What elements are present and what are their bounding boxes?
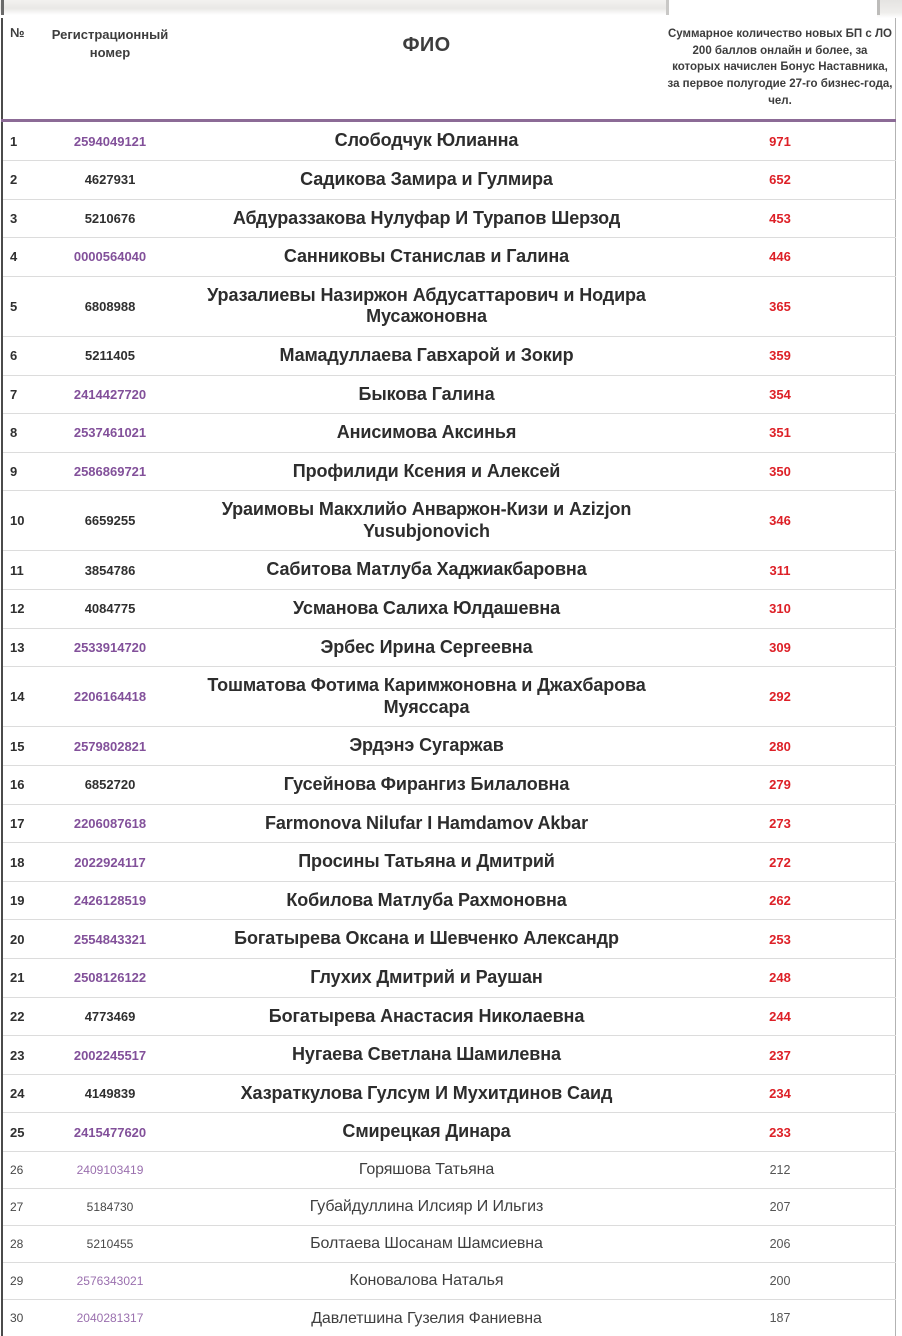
header-points-count: Суммарное количество новых БП с ЛО 200 баллов онлайн и более, за которых начислен Бонус Наставника, за первое полугодие 27-го бизнес-года, чел.	[665, 18, 896, 121]
row-number: 10	[10, 513, 25, 529]
registration-number-cell	[32, 628, 188, 667]
registration-number-link[interactable]: 0000564040	[73, 249, 147, 265]
points-count: 234	[769, 1086, 791, 1102]
registration-number-cell	[32, 1262, 188, 1299]
registration-number-cell	[32, 238, 188, 277]
registration-number-cell	[32, 121, 188, 161]
points-count: 359	[769, 348, 791, 364]
points-count: 206	[769, 1236, 791, 1251]
table-row	[2, 1074, 896, 1113]
table-row	[2, 414, 896, 453]
registration-number-link[interactable]: 2426128519	[73, 893, 147, 909]
table-row	[2, 766, 896, 805]
points-count: 310	[769, 601, 791, 617]
points-count: 446	[769, 249, 791, 265]
registration-number-cell	[32, 843, 188, 882]
table-row	[2, 843, 896, 882]
member-name: Смирецкая Динара	[342, 1121, 511, 1142]
row-number: 7	[10, 386, 18, 402]
points-count: 453	[769, 210, 791, 226]
registration-number: 4149839	[84, 1086, 136, 1102]
registration-number-cell	[32, 452, 188, 491]
member-name: Садикова Замира и Гулмира	[300, 168, 553, 189]
shadow-segment-right	[877, 0, 902, 18]
points-count: 262	[769, 893, 791, 909]
table-row	[2, 628, 896, 667]
row-number: 18	[10, 854, 25, 870]
points-count: 365	[769, 298, 791, 314]
row-number: 22	[10, 1008, 25, 1024]
points-count: 248	[769, 970, 791, 986]
points-count: 652	[769, 172, 791, 188]
row-number: 29	[10, 1273, 24, 1288]
row-number: 14	[10, 689, 25, 705]
registration-number-cell	[32, 1036, 188, 1075]
member-name: Горяшова Татьяна	[358, 1161, 495, 1179]
table-row	[2, 1036, 896, 1075]
points-count: 187	[769, 1311, 791, 1326]
row-number: 9	[10, 464, 18, 479]
member-name: Усманова Салиха Юлдашевна	[292, 598, 561, 619]
header-row	[2, 18, 896, 121]
member-name: Уразалиевы Назиржон Абдусаттарович и Нодира Мусажоновна	[207, 284, 646, 327]
table-row	[2, 727, 896, 766]
points-count: 212	[769, 1162, 791, 1177]
registration-number-cell	[32, 920, 188, 959]
points-count: 200	[769, 1273, 791, 1288]
member-name: Богатырева Анастасия Николаевна	[268, 1005, 585, 1026]
registration-number: 6852720	[84, 777, 136, 793]
table-row	[2, 1113, 896, 1152]
row-number: 19	[10, 893, 25, 909]
member-name: Хазраткулова Гулсум И Мухитдинов Саид	[240, 1082, 613, 1103]
registration-number: 5210455	[86, 1236, 134, 1251]
registration-number: 6659255	[84, 513, 136, 529]
member-name: Глухих Дмитрий и Раушан	[310, 967, 543, 988]
member-name: Тошматова Фотима Каримжоновна и Джахбарова Муяссара	[207, 675, 646, 717]
registration-number-cell	[32, 1225, 188, 1262]
row-number: 2	[10, 172, 18, 188]
registration-number-link[interactable]: 2533914720	[73, 639, 147, 655]
row-number: 12	[10, 601, 25, 617]
registration-number-link[interactable]: 2022924117	[74, 854, 146, 870]
registration-number-link[interactable]: 2414427720	[73, 386, 147, 402]
row-number: 27	[10, 1199, 24, 1214]
registration-number-link[interactable]: 2576343021	[76, 1273, 144, 1288]
points-count: 346	[769, 513, 791, 529]
registration-number-link[interactable]: 2206164418	[73, 689, 147, 705]
member-name: Быкова Галина	[358, 383, 495, 404]
member-name: Нугаева Светлана Шамилевна	[292, 1044, 561, 1065]
member-name: Болтаева Шосанам Шамсиевна	[310, 1235, 543, 1253]
member-name: Губайдуллина Илсияр И Ильгиз	[309, 1198, 544, 1216]
registration-number-cell	[32, 959, 188, 998]
points-count: 273	[769, 815, 791, 831]
table-row	[2, 452, 896, 491]
member-name: Санниковы Станислав и Галина	[283, 246, 570, 267]
member-name: Коновалова Наталья	[349, 1272, 504, 1290]
mentor-bonus-ranking-table	[1, 18, 896, 1336]
table-row	[2, 1188, 896, 1225]
points-count: 207	[769, 1199, 791, 1214]
row-number: 23	[10, 1047, 25, 1063]
table-row	[2, 1151, 896, 1188]
table-row	[2, 1299, 896, 1336]
top-shadow-strip	[0, 0, 902, 18]
points-count: 253	[769, 931, 791, 947]
points-count: 272	[769, 854, 791, 870]
registration-number-link[interactable]: 2002245517	[73, 1047, 147, 1063]
member-name: Эрбес Ирина Сергеевна	[320, 636, 533, 657]
table-row	[2, 238, 896, 277]
row-number: 4	[10, 249, 18, 265]
points-count: 351	[769, 425, 791, 441]
registration-number-cell	[32, 766, 188, 805]
table-row	[2, 491, 896, 551]
registration-number: 4773469	[84, 1008, 136, 1024]
header-full-name: ФИО	[188, 18, 665, 121]
table-row	[2, 667, 896, 727]
table-row	[2, 276, 896, 336]
row-number: 13	[10, 639, 25, 655]
row-number: 8	[10, 425, 18, 441]
registration-number-cell	[32, 881, 188, 920]
row-number: 6	[10, 348, 18, 364]
points-count: 237	[769, 1047, 791, 1063]
row-number: 17	[10, 815, 25, 831]
registration-number-link[interactable]: 2537461021	[73, 425, 147, 441]
table-row	[2, 1225, 896, 1262]
member-name: Давлетшина Гузелия Фаниевна	[311, 1309, 542, 1327]
registration-number-cell	[32, 414, 188, 453]
table-row	[2, 959, 896, 998]
registration-number-cell	[32, 1188, 188, 1225]
table-row	[2, 121, 896, 161]
row-number: 3	[10, 210, 18, 226]
table-row	[2, 199, 896, 238]
registration-number: 5210676	[84, 210, 136, 226]
table-row	[2, 375, 896, 414]
registration-number-link[interactable]: 2508126122	[73, 970, 147, 986]
header-row-number: №	[2, 18, 32, 121]
member-name: Слободчук Юлианна	[334, 130, 519, 151]
points-count: 350	[769, 464, 791, 479]
row-number: 30	[10, 1311, 24, 1326]
registration-number-cell	[32, 1113, 188, 1152]
registration-number-cell	[32, 375, 188, 414]
table-row	[2, 160, 896, 199]
member-name: Гусейнова Фирангиз Билаловна	[283, 774, 570, 795]
border-tick-right	[877, 0, 880, 15]
registration-number-cell	[32, 590, 188, 629]
table-row	[2, 590, 896, 629]
registration-number-cell	[32, 1151, 188, 1188]
registration-number: 5184730	[86, 1199, 134, 1214]
points-count: 971	[769, 133, 791, 149]
row-number: 15	[10, 738, 25, 754]
registration-number: 3854786	[84, 562, 136, 578]
member-name: Эрдэнэ Сугаржав	[349, 735, 504, 756]
table-row	[2, 1262, 896, 1299]
table-row	[2, 336, 896, 375]
member-name: Farmonova Nilufar I Hamdamov Akbar	[264, 812, 589, 833]
registration-number: 5211405	[85, 348, 135, 364]
points-count: 244	[769, 1008, 791, 1024]
registration-number-link[interactable]: 2586869721	[73, 464, 147, 479]
points-count: 233	[769, 1124, 791, 1140]
points-count: 309	[769, 639, 791, 655]
member-name: Просины Татьяна и Дмитрий	[298, 851, 555, 872]
registration-number-link[interactable]: 2409103419	[76, 1162, 144, 1177]
member-name: Анисимова Аксинья	[336, 422, 517, 443]
row-number: 21	[10, 970, 25, 986]
table-row	[2, 997, 896, 1036]
registration-number-cell	[32, 276, 188, 336]
registration-number-cell	[32, 336, 188, 375]
registration-number-cell	[32, 199, 188, 238]
points-count: 279	[769, 777, 791, 793]
registration-number-cell	[32, 551, 188, 590]
registration-number-cell	[32, 1074, 188, 1113]
registration-number-cell	[32, 1299, 188, 1336]
row-number: 5	[10, 298, 18, 314]
registration-number: 4084775	[84, 601, 136, 617]
points-count: 292	[769, 689, 791, 705]
row-number: 11	[10, 562, 24, 578]
registration-number-link[interactable]: 2415477620	[73, 1124, 147, 1140]
table-row	[2, 920, 896, 959]
points-count: 354	[769, 386, 791, 402]
registration-number: 4627931	[84, 172, 136, 188]
member-name: Кобилова Матлуба Рахмоновна	[286, 889, 567, 910]
table-row	[2, 551, 896, 590]
shadow-segment-left	[0, 0, 668, 15]
row-number: 20	[10, 931, 25, 947]
points-count: 311	[769, 562, 791, 578]
member-name: Абдураззакова Нулуфар И Турапов Шерзод	[232, 207, 621, 228]
member-name: Мамадуллаева Гавхарой и Зокир	[279, 344, 574, 365]
registration-number-cell	[32, 160, 188, 199]
registration-number-link[interactable]: 2579802821	[73, 738, 147, 754]
row-number: 1	[10, 133, 18, 149]
row-number: 24	[10, 1086, 25, 1102]
border-tick-left	[1, 0, 4, 15]
registration-number-cell	[32, 667, 188, 727]
table-body	[2, 121, 896, 1336]
member-name: Богатырева Оксана и Шевченко Александр	[234, 928, 619, 949]
table-header	[2, 18, 896, 121]
row-number: 28	[10, 1236, 24, 1251]
registration-number-cell	[32, 804, 188, 843]
header-registration-number: Регистрационный номер	[32, 18, 188, 121]
row-number: 16	[10, 777, 25, 793]
registration-number-link[interactable]: 2040281317	[76, 1311, 144, 1326]
registration-number-link[interactable]: 2554843321	[73, 931, 147, 947]
registration-number-cell	[32, 997, 188, 1036]
table-row	[2, 881, 896, 920]
registration-number: 6808988	[84, 298, 136, 314]
registration-number-cell	[32, 727, 188, 766]
row-number: 25	[10, 1124, 25, 1140]
member-name: Профилиди Ксения и Алексей	[292, 460, 561, 481]
registration-number-link[interactable]: 2206087618	[73, 815, 147, 831]
member-name: Ураимовы Макхлийо Анваржон-Кизи и Azizjon Yusubjonovich	[221, 499, 632, 541]
row-number: 26	[10, 1162, 24, 1177]
table-row	[2, 804, 896, 843]
border-tick-middle	[666, 0, 669, 15]
registration-number-link[interactable]: 2594049121	[73, 133, 147, 149]
points-count: 280	[769, 738, 791, 754]
registration-number-cell	[32, 491, 188, 551]
member-name: Сабитова Матлуба Хаджиакбаровна	[266, 559, 587, 580]
